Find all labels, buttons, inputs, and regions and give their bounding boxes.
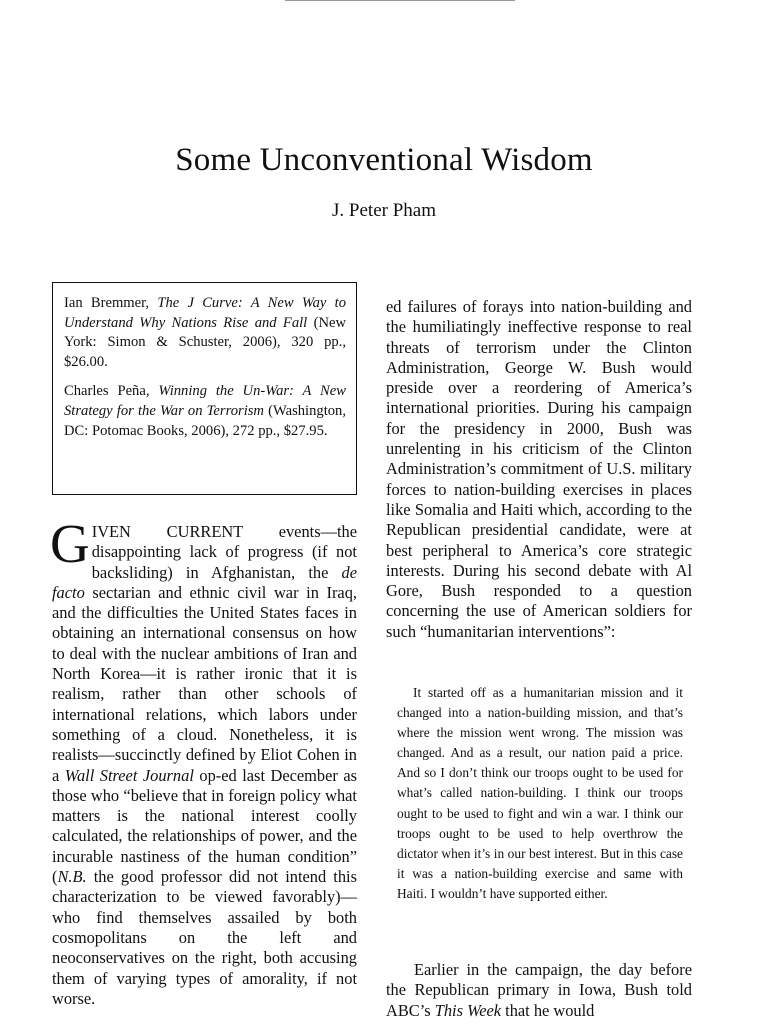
block-quote: It started off as a humanitarian mission and it changed into a nation-building mission, and that’s where the mission went wrong. The mission was changed. And as a result, our nation paid a price. And so I don’t think our troops ought to be used for what’s called nation-building. I think our troops ought to be used to fight and win a war. I think our troops ought to be used to help overthrow the dictator when it’s in our best interest. But in this case it was a nation-building exercise and same with Haiti. I wouldn’t have supported either. [397,685,683,901]
book-title-1: The J Curve: A New Way to Understand Why Nations Rise and Fall [64,295,347,331]
article-author: J. Peter Pham [332,200,436,221]
body-column-left [50,513,358,1009]
article-title: Some Unconventional Wisdom [175,142,593,178]
book-title-2: Winning the Un-War: A New Strategy for the War on Terrorism [64,383,346,419]
lead-in-caps: IVEN CURRENT [91,522,243,541]
body-column-right-lower [386,960,692,1021]
paragraph-earlier-campaign: Earlier in the campaign, the day before the Republican primary in Iowa, Bush told ABC’s This Week that he would [386,960,692,1020]
paragraph-continued: ed failures of forays into nation-building and the humiliatingly ineffective response to real threats of terrorism under the Clinton Administration, George W. Bush would preside over a reordering of America’s international priorities. During his campaign for the presidency in 2000, Bush was unrelenting in his criticism of the Clinton Administration’s commitment of U.S. military forces to nation-building exercises in places like Somalia and Haiti which, according to the Republican presidential candidate, were at best peripheral to America’s core strategic interests. During his second debate with Al Gore, Bush responded to a question concerning the use of American soldiers for such “humanitarian interventions”: [386,297,692,641]
review-citation-2: Charles Peña, Winning the Un-War: A New Strategy for the War on Terrorism (Washington, DC: Potomac Books, 2006), 272 pp., $27.95. [64,383,346,439]
top-rule [285,0,515,1]
drop-cap: G [50,513,90,574]
opening-paragraph: GIVEN CURRENT events—the disappointing lack of progress (if not backsliding) in Afghanistan, the de facto sectarian and ethnic civil war in Iraq, and the difficulties the United States faces in obtaining an international consensus on how to deal with the nuclear ambitions of Iran and North Korea—it is rather ironic that it is realism, rather than other schools of international relations, which labors under something of a cloud. Nonetheless, it is realists—succinctly defined by Eliot Cohen in a Wall Street Journal op-ed last December as those who “believe that in foreign policy what matters is the national interest coolly calculated, the relationships of power, and the incurable nastiness of the human condition” (N.B. the good professor did not intend this characterization to be viewed favorably)—who find themselves assailed by both cosmopolitans on the left and neoconservatives on the right, both accusing them of varying types of amorality, if not worse. [50,513,358,1008]
body-column-right [386,297,692,642]
review-citation-1: Ian Bremmer, The J Curve: A New Way to Understand Why Nations Rise and Fall (New York: Simon & Schuster, 2006), 320 pp., $26.00. [64,295,347,370]
books-reviewed-box [52,282,357,495]
